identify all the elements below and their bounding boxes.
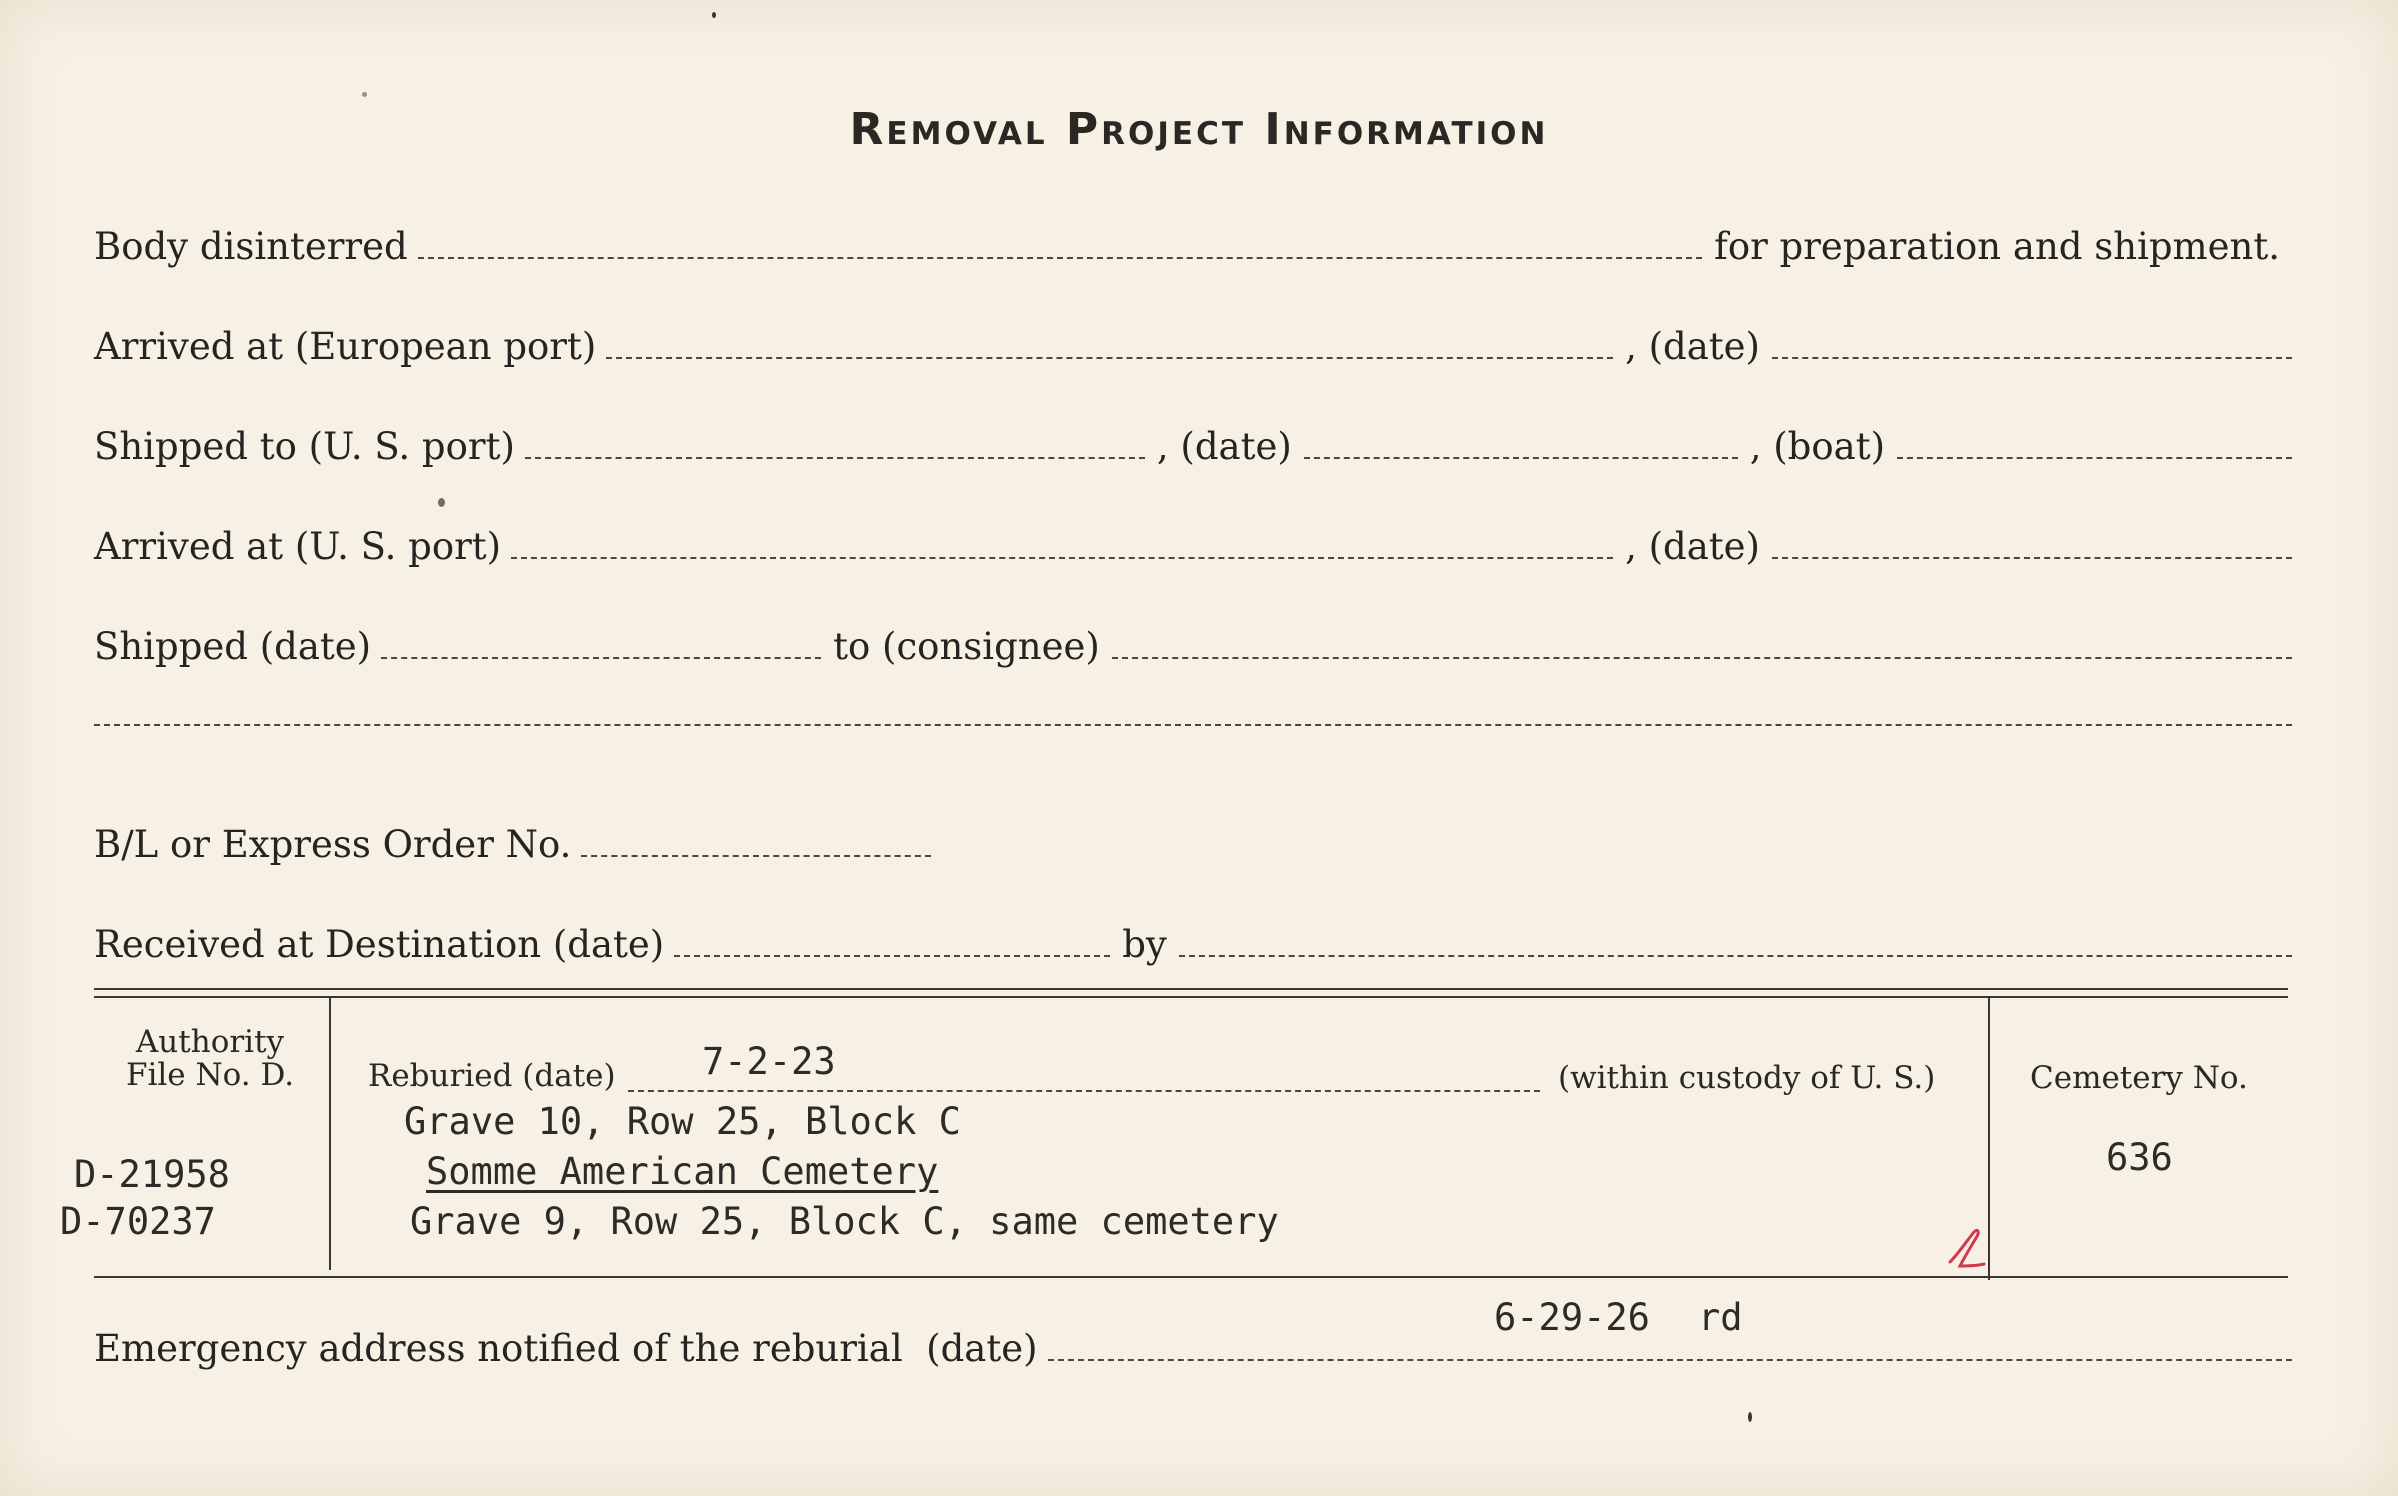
- by-label: by: [1122, 923, 1167, 966]
- consignee-continued-blank: [94, 724, 2292, 726]
- received-by-blank: [1179, 955, 2292, 957]
- arrived-us-date-label: , (date): [1625, 525, 1760, 568]
- consignee-blank: [1112, 657, 2292, 659]
- arrived-european-port-label: Arrived at (European port): [94, 325, 597, 368]
- boat-blank: [1897, 457, 2292, 459]
- emergency-initials: rd: [1698, 1296, 1743, 1339]
- ink-speck: [438, 498, 445, 507]
- bl-express-blank: [581, 855, 931, 857]
- european-date-blank: [1772, 357, 2292, 359]
- shipped-date-only-label: Shipped (date): [94, 625, 372, 668]
- body-disinterred-blank: [418, 257, 1702, 259]
- body-disinterred-label: Body disinterred: [94, 225, 408, 268]
- us-port-blank: [525, 457, 1145, 459]
- form-title: Removal Project Information: [849, 104, 1549, 155]
- shipped-date-only-blank: [381, 657, 821, 659]
- section-rule-bottom: [94, 1276, 2288, 1278]
- row-bl-express: [94, 823, 2292, 866]
- red-pencil-initial: [1944, 1226, 1990, 1278]
- file-number-2: D-70237: [60, 1200, 216, 1243]
- reburied-label: Reburied (date): [368, 1058, 616, 1094]
- to-consignee-label: to (consignee): [833, 625, 1100, 668]
- authority-label: Authority File No. D.: [120, 1026, 300, 1091]
- grave-line-2: Somme American Cemetery: [426, 1150, 939, 1193]
- ink-speck: [362, 92, 367, 97]
- red-pencil-initial-glyph: [1944, 1226, 1990, 1274]
- reburied-date-blank: [628, 1090, 1540, 1092]
- row-arrived-european-port: [94, 325, 2292, 368]
- row-body-disinterred: [94, 225, 2292, 268]
- row-shipped-consignee: [94, 625, 2292, 668]
- file-no-label: File No. D.: [125, 1056, 295, 1093]
- row-received-destination: [94, 923, 2292, 966]
- row-consignee-continued: [94, 724, 2292, 726]
- received-destination-label: Received at Destination (date): [94, 923, 665, 966]
- for-preparation-label: for preparation and shipment.: [1714, 225, 2280, 268]
- cemetery-no: 636: [2106, 1136, 2173, 1179]
- arrived-us-port-label: Arrived at (U. S. port): [94, 525, 502, 568]
- row-arrived-us-port: [94, 525, 2292, 568]
- shipped-to-us-port-label: Shipped to (U. S. port): [94, 425, 515, 468]
- european-port-blank: [606, 357, 1613, 359]
- cemetery-no-label: Cemetery No.: [2030, 1060, 2248, 1096]
- file-number-1: D-21958: [74, 1153, 230, 1196]
- section-rule-top-2: [94, 996, 2288, 998]
- ink-speck: [1748, 1412, 1752, 1422]
- received-date-blank: [674, 955, 1110, 957]
- arrived-us-port-blank: [511, 557, 1613, 559]
- section-rule-top-1: [94, 988, 2288, 990]
- arrived-us-date-blank: [1772, 557, 2292, 559]
- grave-line-1: Grave 10, Row 25, Block C: [404, 1100, 961, 1143]
- ink-speck: [712, 12, 716, 18]
- emergency-date: 6-29-26: [1494, 1296, 1650, 1339]
- row-shipped-to-us-port: [94, 425, 2292, 468]
- grave-line-3: Grave 9, Row 25, Block C, same cemetery: [410, 1200, 1279, 1243]
- emergency-date-blank: [1048, 1359, 2292, 1361]
- row-emergency: [94, 1327, 2292, 1370]
- reburied-date: 7-2-23: [702, 1040, 836, 1083]
- emergency-label: Emergency address notified of the reburial (date): [94, 1327, 1038, 1370]
- european-date-label: , (date): [1625, 325, 1760, 368]
- bl-express-label: B/L or Express Order No.: [94, 823, 572, 866]
- custody-label: (within custody of U. S.): [1558, 1060, 1936, 1096]
- shipped-date-blank: [1304, 457, 1738, 459]
- shipped-date-label: , (date): [1156, 425, 1292, 468]
- divider-authority: [329, 998, 331, 1270]
- boat-label: , (boat): [1749, 425, 1885, 468]
